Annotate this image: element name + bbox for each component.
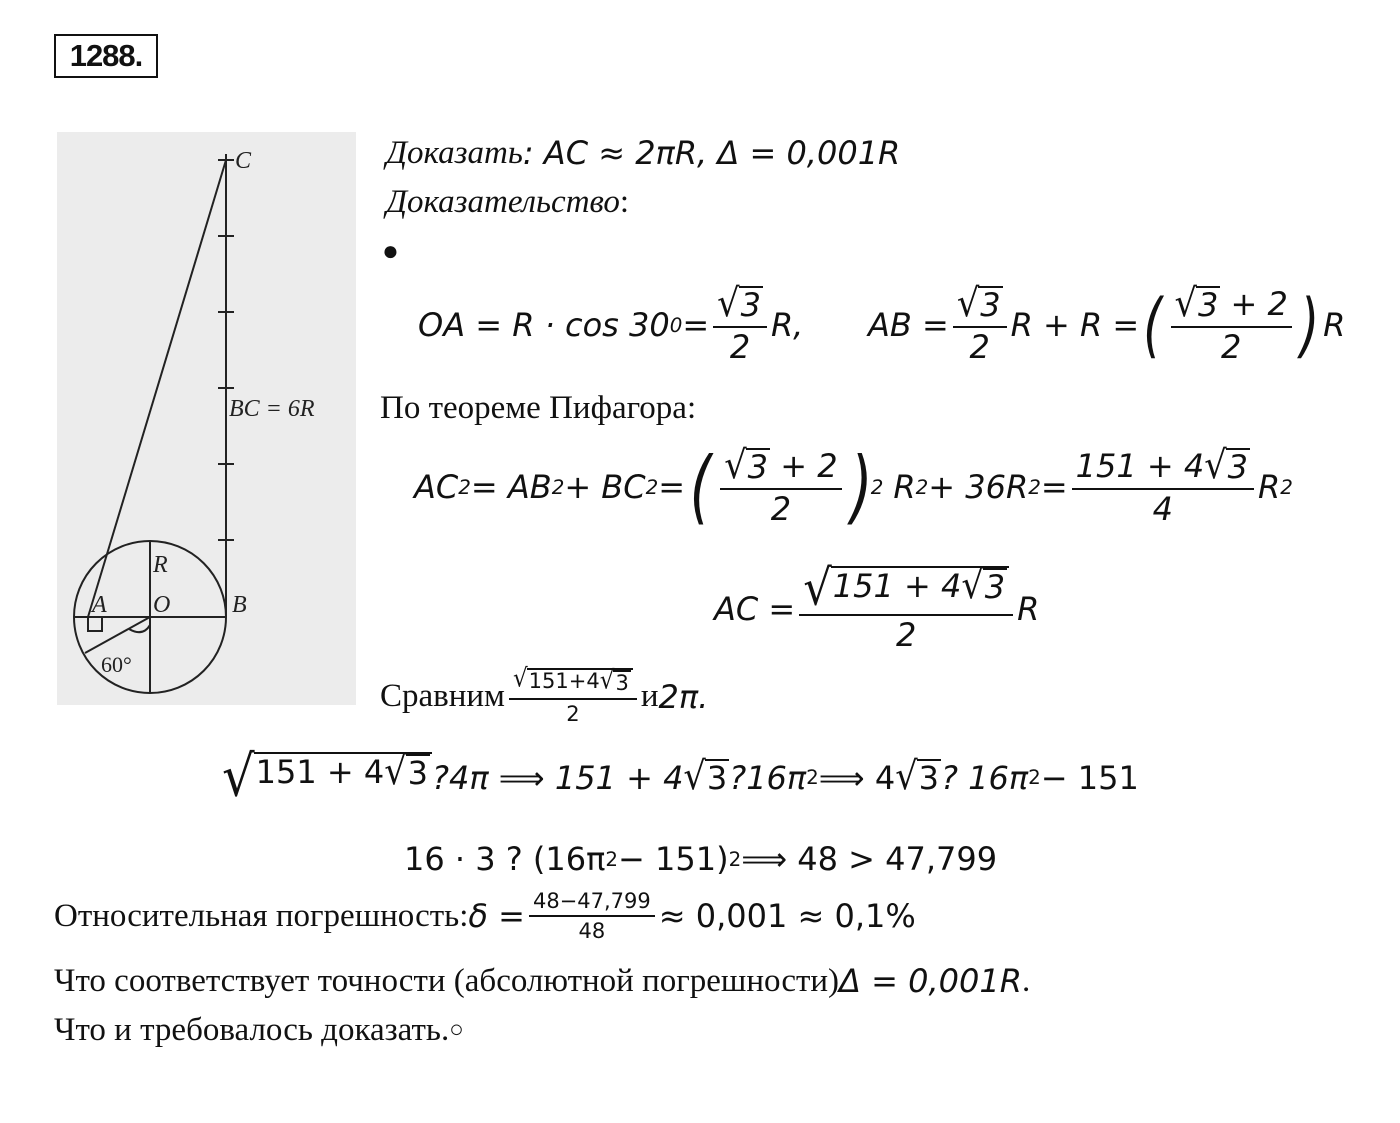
label-angle: 60° [101,652,132,677]
given-line [386,134,900,172]
fraction-sqrt3-over-2: √ 3 2 [713,286,767,365]
bullet: ● [382,236,399,267]
conclusion-line: Что и требовалось доказать. ○ [54,1012,464,1048]
pythagoras-text: По теореме Пифагора: [380,390,697,426]
equation-ac-squared: AC 2 = AB 2 + BC 2 = ( √ 3 + 2 2 ) 2 R 2 + 36R 2 = 151 + 4 √ 3 4 R 2 [414,440,1293,534]
figure-drawing [57,132,356,705]
comparison-chain-1: √ 151 + 4 √ 3 ?4π ⟹ 151 + 4 √ 3 ?16π 2 ⟹ 4 √ 3 ? 16π 2 − 151 [222,743,1139,810]
geometry-figure [57,132,356,705]
equation-oa: OA = R · cos 30 0 = √ 3 2 R, [418,280,804,367]
equation-ab: AB = √ 3 2 R + R = ( √ 3 + 2 2 ) R [868,280,1346,367]
comparison-chain-2: 16 · 3 ? (16π 2 − 151) 2 ⟹ 48 > 47,799 [404,840,998,878]
right-angle-mark [88,617,102,631]
qed-mark: ○ [449,1017,464,1043]
given-word: Доказать [386,134,523,171]
problem-number: 1288. [54,34,158,78]
label-r: R [153,552,168,578]
relative-error-line: Относительная погрешность: δ = $\frac{48-47,799}{48}$ ≈ 0,001 ≈ 0,1% [54,889,916,944]
absolute-error-line: Что соответствует точности (абсолютной погрешности) Δ = 0,001R . [54,962,1031,1000]
label-bc: BC = 6R [229,396,315,422]
label-c: C [235,148,252,174]
label-o: O [153,592,171,618]
compare-line: Сравним √ 151+4 √ 3 2 и 2π. [380,664,709,727]
equation-ac: AC = √ 151 + 4 √ 3 2 R [714,558,1040,654]
radius-60 [85,617,150,653]
line-ac [88,160,226,617]
label-b: B [232,592,247,618]
label-a: A [92,592,107,618]
given-formula: : AC ≈ 2πR, Δ = 0,001R [522,134,901,172]
proof-label: Доказательство : [386,184,630,220]
